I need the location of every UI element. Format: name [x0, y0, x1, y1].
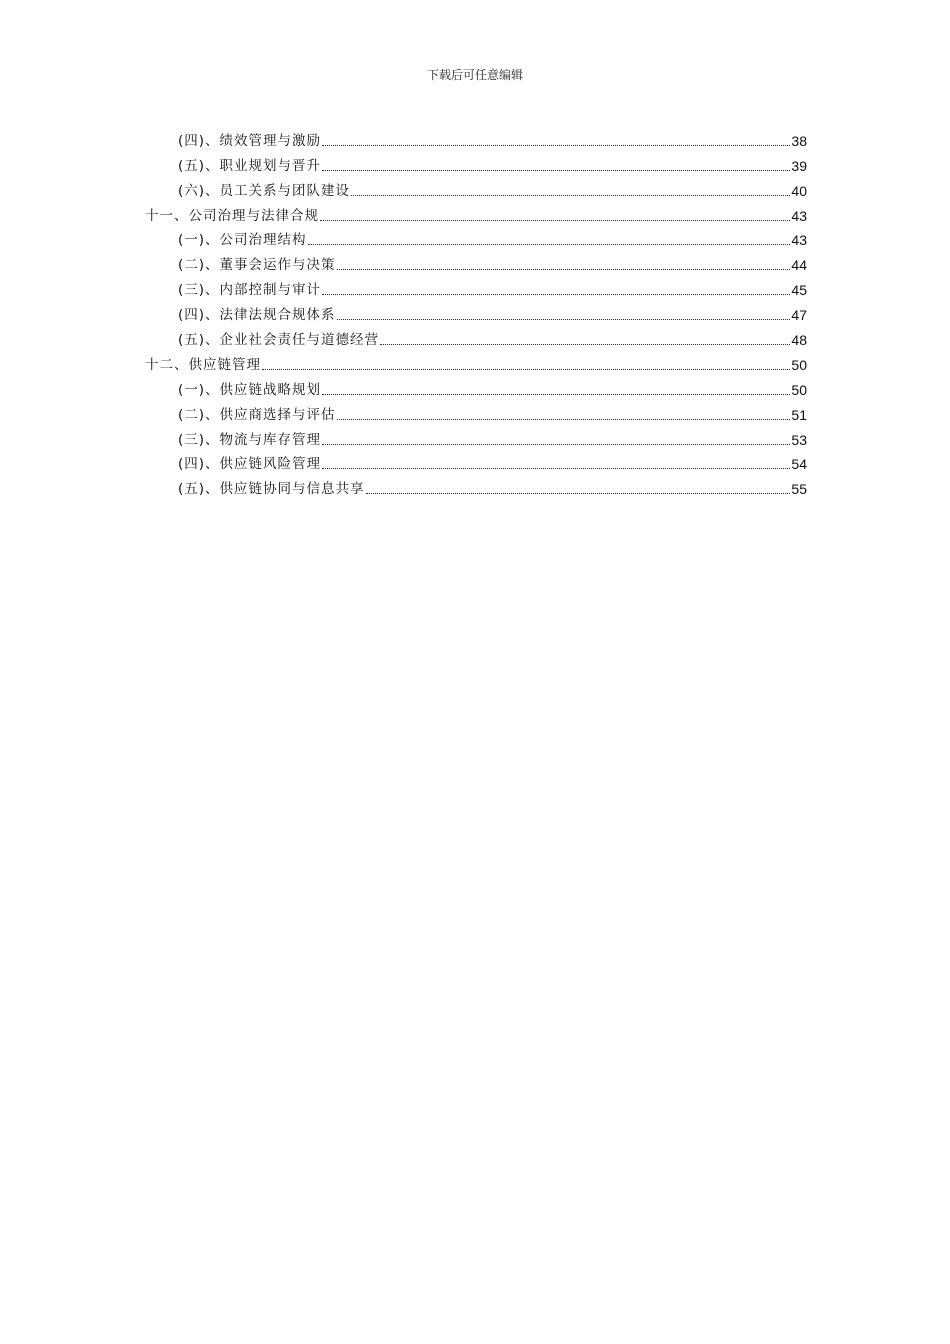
page-header: 下载后可任意编辑: [426, 68, 523, 82]
toc-entry-chapter[interactable]: [145, 200, 807, 225]
toc-leader-dots: [322, 444, 790, 445]
toc-leader-dots: [337, 319, 791, 320]
toc-entry[interactable]: [145, 150, 807, 175]
toc-entry-page: 51: [791, 406, 807, 423]
toc-entry-page: 38: [791, 132, 807, 149]
toc-entry[interactable]: [145, 374, 807, 399]
toc-entry-label: (四)、供应链风险管理: [178, 456, 322, 473]
toc-entry-page: 43: [791, 207, 807, 224]
toc-leader-dots: [380, 344, 790, 345]
toc-leader-dots: [320, 220, 790, 221]
toc-entry[interactable]: [145, 399, 807, 424]
toc-entry-page: 43: [791, 232, 807, 249]
toc-entry-page: 54: [791, 456, 807, 473]
toc-entry[interactable]: [145, 225, 807, 250]
toc-entry-page: 39: [791, 157, 807, 174]
toc-leader-dots: [337, 419, 791, 420]
toc-entry-label: 十一、公司治理与法律合规: [145, 207, 319, 224]
toc-leader-dots: [322, 145, 790, 146]
toc-entry[interactable]: [145, 249, 807, 274]
toc-entry-label: 十二、供应链管理: [145, 356, 261, 373]
toc-entry-chapter[interactable]: [145, 349, 807, 374]
toc-entry-label: (三)、物流与库存管理: [178, 431, 322, 448]
toc-entry-page: 50: [791, 356, 807, 373]
toc-entry[interactable]: [145, 175, 807, 200]
toc-leader-dots: [322, 468, 790, 469]
toc-entry-page: 53: [791, 431, 807, 448]
toc-entry-page: 48: [791, 332, 807, 349]
toc-entry-label: (四)、法律法规合规体系: [178, 307, 336, 324]
toc-leader-dots: [322, 170, 790, 171]
toc-leader-dots: [262, 369, 790, 370]
toc-entry-page: 47: [791, 307, 807, 324]
toc-entry[interactable]: [145, 274, 807, 299]
toc-entry-page: 55: [791, 481, 807, 498]
toc-entry-label: (五)、供应链协同与信息共享: [178, 481, 365, 498]
toc-leader-dots: [322, 394, 790, 395]
toc-entry[interactable]: [145, 473, 807, 498]
toc-entry-label: (二)、供应商选择与评估: [178, 406, 336, 423]
toc-entry-label: (二)、董事会运作与决策: [178, 257, 336, 274]
toc-leader-dots: [351, 195, 790, 196]
toc-entry[interactable]: [145, 324, 807, 349]
toc-leader-dots: [322, 294, 790, 295]
toc-entry[interactable]: [145, 299, 807, 324]
toc-entry-label: (一)、供应链战略规划: [178, 381, 322, 398]
toc-entry-label: (四)、绩效管理与激励: [178, 132, 322, 149]
toc-leader-dots: [366, 493, 791, 494]
toc-entry-label: (六)、员工关系与团队建设: [178, 182, 351, 199]
toc-entry-label: (五)、企业社会责任与道德经营: [178, 332, 380, 349]
toc-entry-page: 40: [791, 182, 807, 199]
table-of-contents: [145, 125, 807, 498]
toc-entry-label: (一)、公司治理结构: [178, 232, 307, 249]
toc-entry-page: 50: [791, 381, 807, 398]
toc-entry-label: (三)、内部控制与审计: [178, 282, 322, 299]
toc-leader-dots: [308, 244, 791, 245]
toc-entry-label: (五)、职业规划与晋升: [178, 157, 322, 174]
toc-leader-dots: [337, 269, 791, 270]
toc-entry[interactable]: [145, 125, 807, 150]
toc-entry-page: 44: [791, 257, 807, 274]
toc-entry-page: 45: [791, 282, 807, 299]
toc-entry[interactable]: [145, 449, 807, 474]
toc-entry[interactable]: [145, 424, 807, 449]
